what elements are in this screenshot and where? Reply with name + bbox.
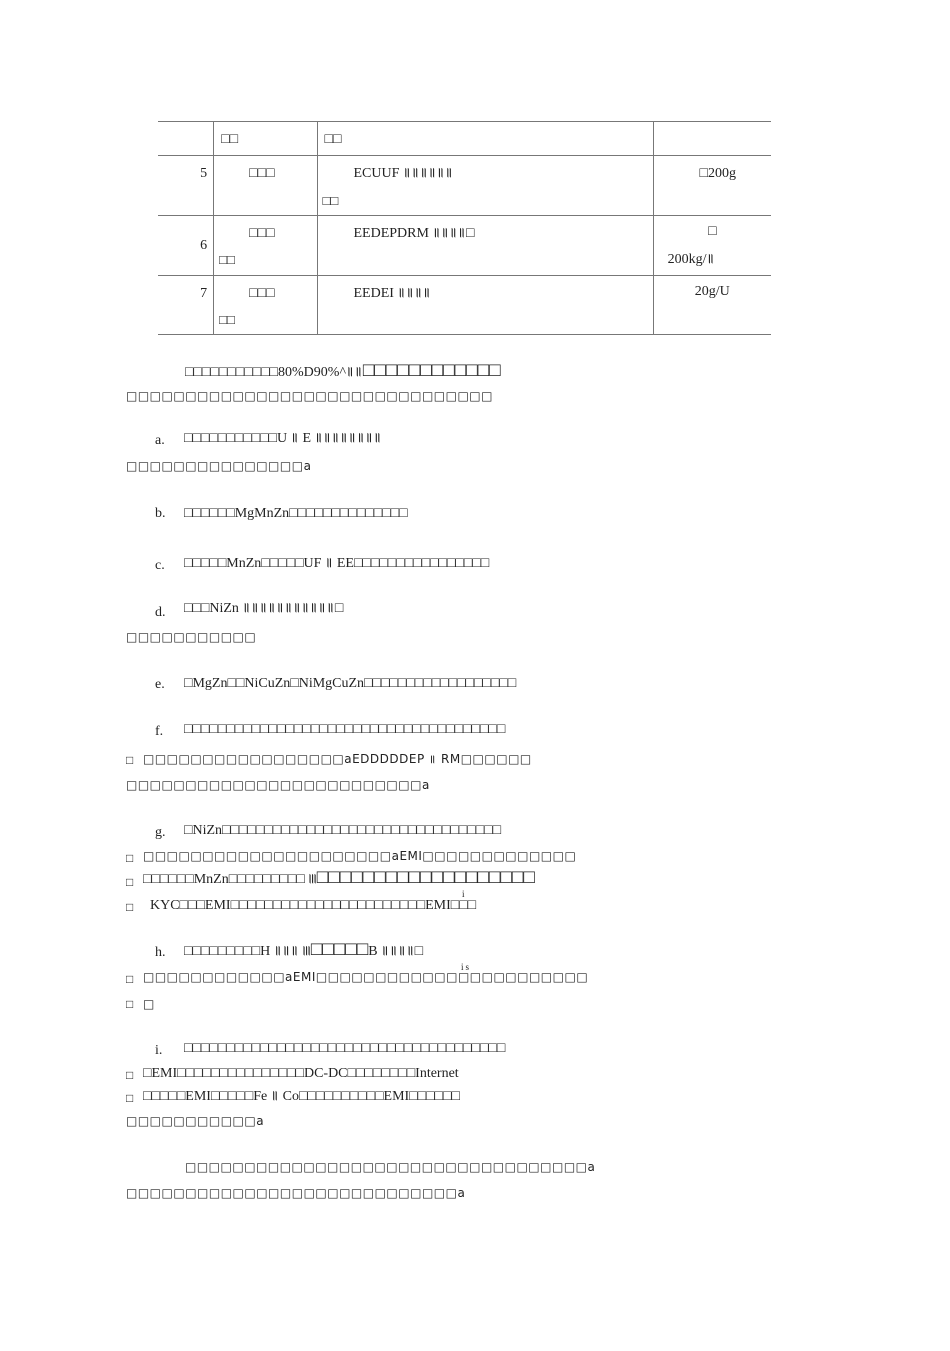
item-d-line-2: □□□□□□□□□□□	[126, 630, 257, 644]
closing-line-1: □□□□□□□□□□□□□□□□□□□□□□□□□□□□□□□□□□a	[185, 1160, 596, 1174]
material-cell: □□□	[249, 226, 275, 241]
list-marker-c: c.	[155, 558, 165, 573]
bullet-mark: □	[126, 900, 134, 914]
material-cell-cont: □□	[219, 312, 235, 327]
bullet-mark: □	[126, 1068, 134, 1082]
item-i-line-2: □EMI□□□□□□□□□□□□□□□DC-DC□□□□□□□□Internet	[143, 1066, 459, 1081]
list-marker-i: i.	[155, 1043, 163, 1058]
item-g-line-1: □NiZn□□□□□□□□□□□□□□□□□□□□□□□□□□□□□□□□□	[184, 823, 502, 838]
bullet-mark: □	[126, 753, 134, 767]
value-cell: □	[708, 224, 717, 239]
intro-line-1-large: □□□□□□□□□□□□	[362, 360, 501, 381]
item-d-line-1: □□□NiZn ꠱꠱꠱꠱꠱꠱꠱꠱꠱꠱꠱□	[184, 601, 344, 616]
item-h-line-1-large: □□□□□	[310, 939, 369, 960]
item-a-line-2: □□□□□□□□□□□□□□□a	[126, 459, 312, 473]
item-g-line-2: □□□□□□□□□□□□□□□□□□□□□aEMI□□□□□□□□□□□□□	[143, 849, 577, 863]
description-cell: EEDEI ꠱꠱꠱꠱	[353, 286, 432, 301]
item-f-line-3: □□□□□□□□□□□□□□□□□□□□□□□□□a	[126, 778, 430, 792]
value-cell: □200g	[699, 166, 736, 181]
description-cell-cont: □□	[322, 193, 339, 208]
intro-line-1-text: □□□□□□□□□□□80%D90%^꠱꠱	[185, 365, 363, 380]
list-marker-e: e.	[155, 677, 165, 692]
item-g-superscript: i	[462, 889, 467, 899]
item-h-line-1-text: □□□□□□□□□H ꠱꠱꠱ ꠲	[184, 944, 311, 959]
item-i-line-1: □□□□□□□□□□□□□□□□□□□□□□□□□□□□□□□□□□□□□□	[184, 1041, 506, 1056]
table-header-row	[158, 122, 771, 156]
description-cell: EEDEPDRM ꠱꠱꠱꠱□	[353, 226, 475, 241]
item-h-line-1-tail: B ꠱꠱꠱꠱□	[368, 944, 424, 959]
item-e-line-1: □MgZn□□NiCuZn□NiMgCuZn□□□□□□□□□□□□□□□□□□	[184, 676, 517, 691]
list-marker-a: a.	[155, 433, 165, 448]
item-c-line-1: □□□□□MnZn□□□□□UF ꠱ EE□□□□□□□□□□□□□□□□	[184, 556, 490, 571]
item-i-line-4: □□□□□□□□□□□a	[126, 1114, 265, 1128]
bullet-mark: □	[126, 997, 134, 1011]
bullet-mark: □	[126, 1091, 134, 1105]
spec-table	[158, 121, 771, 335]
item-b-line-1: □□□□□□MgMnZn□□□□□□□□□□□□□□	[184, 506, 408, 521]
item-h-line-2: □□□□□□□□□□□□aEMI□□□□□□□□□□□□□□□□□□□□□□□	[143, 970, 589, 984]
bullet-mark: □	[126, 875, 134, 889]
intro-line-1	[185, 360, 501, 382]
bullet-mark: □	[126, 972, 134, 986]
list-marker-b: b.	[155, 506, 166, 521]
item-f-line-1: □□□□□□□□□□□□□□□□□□□□□□□□□□□□□□□□□□□□□□	[184, 722, 506, 737]
item-i-line-3: □□□□□EMI□□□□□Fe ꠱ Co□□□□□□□□□□EMI□□□□□□	[143, 1089, 460, 1104]
description-cell: ECUUF ꠱꠱꠱꠱꠱꠱	[353, 166, 454, 181]
list-marker-g: g.	[155, 825, 166, 840]
table-row	[158, 216, 771, 276]
header-cell: □□	[221, 132, 239, 147]
item-a-line-1: □□□□□□□□□□□U ꠱ E ꠱꠱꠱꠱꠱꠱꠱꠱	[184, 431, 382, 446]
row-number: 5	[200, 166, 208, 181]
list-marker-f: f.	[155, 724, 164, 739]
item-f-line-2: □□□□□□□□□□□□□□□□□aEDDDDDEP ꠱ RM□□□□□□	[143, 752, 532, 766]
table-row	[158, 156, 771, 216]
row-number: 7	[200, 286, 208, 301]
value-cell: 20g/U	[694, 284, 730, 299]
value-cell-cont: 200kg/꠱	[667, 252, 715, 267]
list-marker-d: d.	[155, 605, 166, 620]
row-number: 6	[200, 238, 208, 253]
intro-line-2: □□□□□□□□□□□□□□□□□□□□□□□□□□□□□□□	[126, 389, 493, 403]
closing-line-2: □□□□□□□□□□□□□□□□□□□□□□□□□□□□a	[126, 1186, 466, 1200]
item-g-line-3	[143, 867, 535, 889]
item-g-line-4: KYC□□□EMI□□□□□□□□□□□□□□□□□□□□□□□EMI□□□	[150, 898, 477, 913]
bullet-mark: □	[126, 851, 134, 865]
item-h-subscript: is	[461, 962, 472, 972]
item-g-line-3-text: □□□□□□MnZn□□□□□□□□□ ꠲	[143, 872, 317, 887]
material-cell: □□□	[249, 166, 275, 181]
item-h-line-1	[184, 939, 423, 961]
table-row	[158, 276, 771, 335]
material-cell-cont: □□	[219, 252, 235, 267]
header-cell: □□	[324, 132, 342, 147]
item-h-line-3: □	[143, 997, 155, 1011]
material-cell: □□□	[249, 286, 275, 301]
item-g-line-3-large: □□□□□□□□□□□□□□□□□□□	[316, 867, 535, 888]
list-marker-h: h.	[155, 945, 166, 960]
